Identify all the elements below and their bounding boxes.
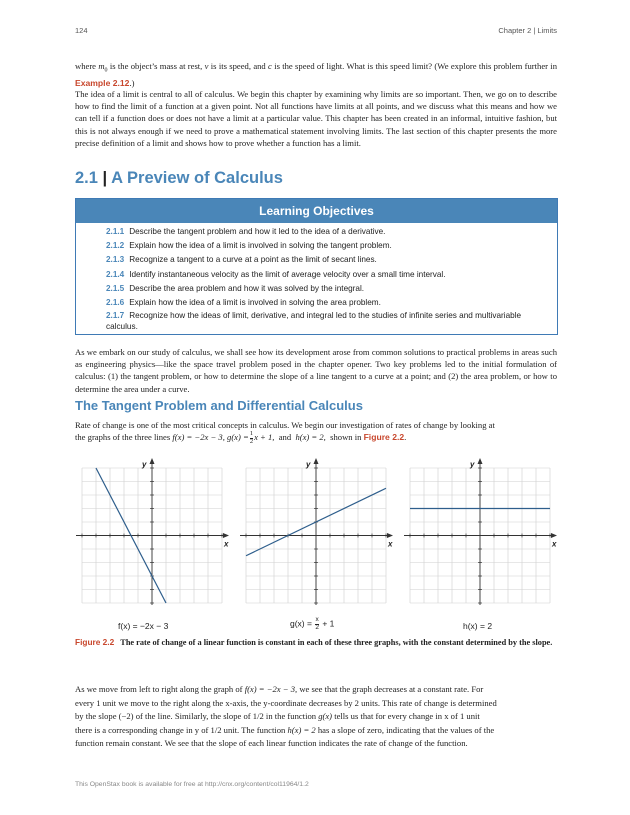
learning-objective-item bbox=[106, 296, 527, 310]
learning-objectives-list bbox=[76, 223, 557, 332]
closing-paragraph: As we move from left to right along the graph of f(x) = −2x − 3, we see that the graph decreases at a constant rate. For every 1 unit we move to the right along the x-axis, the y-coordinate decreases by 2 units. This rate of change is determined by the slope (−2) of the line. Similarly, the slope of 1/2 in the function g(x) tells us that for every change in x of 1 unit there is a corresponding change in y of 1/2 unit. The function h(x) = 2 has a slope of zero, indicating that the values of the function remain constant. We see that the slope of each linear function indicates the rate of change of the function. bbox=[75, 684, 497, 749]
objective-text: Describe the tangent problem and how it led to the idea of a derivative. bbox=[129, 227, 386, 236]
x-axis-arrow bbox=[223, 533, 229, 538]
x-axis-arrow bbox=[551, 533, 557, 538]
y-axis-arrow bbox=[314, 458, 319, 464]
x-axis-arrow bbox=[387, 533, 393, 538]
y-axis-label: y bbox=[306, 460, 311, 469]
objective-number: 2.1.6 bbox=[106, 298, 125, 308]
subsection-title: The Tangent Problem and Differential Calculus bbox=[75, 398, 363, 413]
page-number: 124 bbox=[75, 26, 88, 35]
figure-link[interactable]: Figure 2.2 bbox=[363, 432, 405, 443]
learning-objective-item bbox=[106, 310, 527, 332]
label-h: h(x) = 2 bbox=[463, 621, 493, 631]
learning-objective-item bbox=[106, 225, 527, 239]
objective-number: 2.1.1 bbox=[106, 227, 125, 236]
objective-number: 2.1.4 bbox=[106, 269, 125, 279]
learning-objective-item bbox=[106, 268, 527, 282]
figure-caption: Figure 2.2 The rate of change of a linear function is constant in each of these three graphs, with the constant determined by the slope. bbox=[75, 637, 553, 647]
y-axis-label: y bbox=[142, 460, 147, 469]
objective-text: Explain how the idea of a limit is involved in solving the area problem. bbox=[129, 298, 381, 308]
learning-objective-item bbox=[106, 253, 527, 267]
objective-text: Recognize how the ideas of limit, derivative, and integral led to the studies of infinite series and multivariable calculus. bbox=[106, 311, 522, 332]
objective-text: Explain how the idea of a limit is involved in solving the tangent problem. bbox=[129, 241, 392, 251]
section-title: 2.1 | A Preview of Calculus bbox=[75, 169, 283, 187]
objective-text: Describe the area problem and how it was solved by the integral. bbox=[129, 283, 365, 293]
learning-objective-item bbox=[106, 282, 527, 296]
chart-g bbox=[236, 458, 401, 608]
y-axis-arrow bbox=[150, 458, 155, 464]
footer: This OpenStax book is available for free at http://cnx.org/content/col11964/1.2 bbox=[75, 781, 309, 788]
example-link[interactable]: Example 2.12 bbox=[75, 77, 130, 88]
learning-objective-item bbox=[106, 239, 527, 253]
x-axis-label: x bbox=[552, 539, 557, 549]
label-f: f(x) = −2x − 3 bbox=[118, 621, 169, 631]
x-axis-label: x bbox=[388, 539, 393, 549]
rate-paragraph: Rate of change is one of the most critical concepts in calculus. We begin our investigation of rates of change by looking at the graphs of the three lines f(x) = −2x − 3, g(x) = $\frac{1}{2}$ x + 1, and h(x) = 2, shown in Figure 2.2. bbox=[75, 420, 495, 445]
objective-number: 2.1.5 bbox=[106, 283, 125, 293]
objective-number: 2.1.2 bbox=[106, 241, 125, 251]
objective-number: 2.1.7 bbox=[106, 311, 125, 321]
objective-text: Recognize a tangent to a curve at a point as the limit of secant lines. bbox=[129, 255, 377, 265]
label-g: g(x) = $\frac{x}{2}$ + 1 bbox=[290, 616, 335, 631]
chart-f bbox=[72, 458, 237, 608]
learning-objectives-heading: Learning Objectives bbox=[76, 199, 557, 223]
objective-text: Identify instantaneous velocity as the limit of average velocity over a small time interval. bbox=[129, 269, 446, 279]
chapter-header: Chapter 2 | Limits bbox=[498, 26, 557, 35]
intro-paragraph-1: where $m_0$ is the object’s mass at rest, v is its speed, and c is the speed of light. What is this speed limit? (We explore this problem further in Example 2.12.) bbox=[75, 61, 557, 88]
chart-h bbox=[400, 458, 565, 608]
y-axis-label: y bbox=[470, 460, 475, 469]
learning-objectives-box bbox=[75, 198, 558, 335]
x-axis-label: x bbox=[224, 539, 229, 549]
objective-number: 2.1.3 bbox=[106, 255, 125, 265]
intro-paragraph-2: The idea of a limit is central to all of calculus. We begin this chapter by examining why limits are so important. Then, we go on to describe how to find the limit of a function at a given point. Not all functions have limits at all points, and we discuss what this means and how we can tell if a function does or does not have a limit at a particular value. This chapter has been created in an informal, intuitive fashion, but this is not always enough if we need to prove a mathematical statement involving limits. The last section of this chapter presents the more precise definition of a limit and shows how to prove whether a function has a limit. bbox=[75, 89, 557, 148]
embark-paragraph: As we embark on our study of calculus, we shall see how its development arose from common solutions to practical problems in areas such as engineering physics—like the space travel problem posed in the chapter opener. Two key problems led to the initial formulation of calculus: (1) the tangent problem, or how to determine the slope of a line tangent to a curve at a point; and (2) the area problem, or how to determine the area under a curve. bbox=[75, 347, 557, 394]
y-axis-arrow bbox=[478, 458, 483, 464]
